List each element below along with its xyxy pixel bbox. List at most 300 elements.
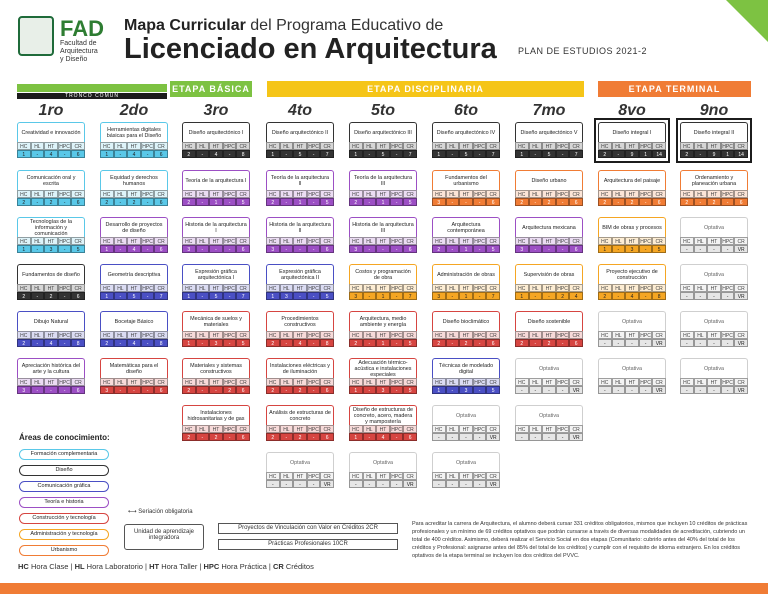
hours-header [100,331,168,339]
course-card[interactable] [100,217,168,254]
hours-header-cell: HL [612,331,626,339]
hours-value-cell: - [459,433,473,441]
hours-values [266,433,334,441]
hours-value-cell: - [529,150,543,158]
hours-value-cell: - [639,245,653,253]
hours-header-cell: HPC [59,144,70,150]
hours-value-cell: - [196,386,210,394]
course-card[interactable] [432,122,500,159]
course-card[interactable] [515,122,583,159]
hours-header-cell: HC [17,378,31,386]
hours-header-cell: HL [529,237,543,245]
hours-value-cell: - [390,150,404,158]
hours-value-cell: - [293,292,307,300]
hours-header-cell: HPC [391,286,402,292]
hours-value-cell: - [390,292,404,300]
hours-value-cell: 6 [403,245,417,253]
hours-header-cell: HT [209,284,223,292]
hours-header-cell: HPC [640,144,651,150]
page-title: Licenciado en Arquitectura [124,33,497,65]
course-card[interactable] [598,311,666,348]
hours-header-cell: HT [293,142,307,150]
hours-header-cell: HPC [308,239,319,245]
hours-header-cell: CR [71,378,85,386]
course-card[interactable] [100,170,168,207]
hours-header [598,237,666,245]
hours-value-cell: - [280,245,294,253]
hours-value-cell: 2 [556,292,570,300]
hours-header-cell: HL [196,284,210,292]
hours-header-cell: HC [100,142,114,150]
course-card[interactable] [349,264,417,301]
hours-value-cell: 6 [154,198,168,206]
hours-header-cell: HPC [640,286,651,292]
hours-header-cell: HPC [557,427,568,433]
hours-value-cell: - [625,386,639,394]
hours-header-cell: HT [44,331,58,339]
hours-value-cell: - [529,245,543,253]
hours-header-cell: HT [707,142,721,150]
hours-value-cell: - [529,386,543,394]
hours-values [17,245,85,253]
hours-header-cell: HPC [722,192,733,198]
hours-value-cell: 2 [598,150,612,158]
hours-header [432,237,500,245]
hours-value-cell: - [694,386,708,394]
hours-value-cell: 3 [100,386,114,394]
tronco-bar [17,84,167,92]
hours-value-cell: - [141,292,155,300]
hours-values [680,339,748,347]
course-name: Análisis de estructuras de concreto [266,405,334,425]
hours-header-cell: HPC [722,286,733,292]
hours-value-cell: - [223,198,237,206]
course-card[interactable] [515,311,583,348]
hours-value-cell: - [680,292,694,300]
hours-header-cell: HC [432,425,446,433]
hours-value-cell: - [114,339,128,347]
course-card[interactable] [182,358,250,395]
course-card[interactable] [266,452,334,489]
hours-header-cell: HT [707,378,721,386]
hours-value-cell: - [721,386,735,394]
hours-header-cell: CR [154,378,168,386]
hours-header [349,284,417,292]
hours-value-cell: 1 [17,150,31,158]
course-card[interactable] [349,122,417,159]
hours-header-cell: HC [266,472,280,480]
hours-header-cell: HC [100,284,114,292]
hours-header [432,142,500,150]
hours-header-cell: HC [17,284,31,292]
hours-header-cell: HPC [142,333,153,339]
course-card[interactable] [17,264,85,301]
hours-header-cell: HL [31,378,45,386]
hours-header-cell: HPC [224,239,235,245]
hours-value-cell: - [114,292,128,300]
hours-header-cell: HT [459,331,473,339]
hours-header-cell: CR [154,284,168,292]
hours-header-cell: HC [515,237,529,245]
hours-value-cell: - [363,433,377,441]
course-card[interactable] [182,170,250,207]
course-card[interactable] [266,311,334,348]
hours-header [17,378,85,386]
hours-header-cell: HPC [308,286,319,292]
hours-values [182,386,250,394]
course-name: Teoría de la arquitectura II [266,170,334,190]
hours-value-cell: 6 [320,433,334,441]
hours-header-cell: HL [446,331,460,339]
hours-value-cell: - [529,339,543,347]
hours-value-cell: - [196,198,210,206]
hours-header [349,472,417,480]
hours-value-cell: 2 [680,198,694,206]
legend-item: Teoría e historia [19,497,109,508]
hours-header-cell: HT [376,378,390,386]
hours-value-cell: 2 [182,198,196,206]
hours-header-cell: CR [320,237,334,245]
hours-header-cell: HPC [59,286,70,292]
hours-value-cell: - [473,198,487,206]
hours-header-cell: HPC [308,192,319,198]
hours-header-cell: HT [209,190,223,198]
hours-header-cell: HC [17,142,31,150]
hours-values [515,245,583,253]
course-card[interactable] [432,358,500,395]
hours-value-cell: - [721,339,735,347]
course-card[interactable] [432,170,500,207]
hours-header-cell: HL [114,190,128,198]
course-card[interactable] [432,311,500,348]
hours-header [349,378,417,386]
hours-header-cell: HL [280,472,294,480]
hours-value-cell: 2 [542,339,556,347]
hours-value-cell: 1 [182,339,196,347]
hours-header-cell: CR [403,284,417,292]
hours-header [17,237,85,245]
hours-value-cell: - [446,150,460,158]
hours-value-cell: - [307,198,321,206]
hours-value-cell: 1 [182,292,196,300]
hours-value-cell: - [141,198,155,206]
hours-header-cell: HL [196,331,210,339]
hours-value-cell: - [612,245,626,253]
hours-value-cell: - [446,480,460,488]
hours-header [598,378,666,386]
hours-header-cell: CR [236,237,250,245]
hours-value-cell: 5 [652,245,666,253]
course-card[interactable] [349,170,417,207]
hours-header-cell: HC [432,331,446,339]
footer-bar [0,583,768,594]
hours-header-cell: HL [196,190,210,198]
hours-value-cell: 2 [349,339,363,347]
hours-value-cell: - [307,150,321,158]
hours-header-cell: CR [71,142,85,150]
hours-header [680,190,748,198]
hours-value-cell: VR [734,339,748,347]
hours-header-cell: HPC [224,380,235,386]
hours-value-cell: - [612,292,626,300]
course-name: Creatividad e innovación [17,122,85,142]
course-card[interactable] [515,358,583,395]
hours-value-cell: - [473,386,487,394]
course-card[interactable] [100,122,168,159]
hours-value-cell: - [473,292,487,300]
course-card[interactable] [598,264,666,301]
hours-value-cell: 5 [71,245,85,253]
course-card[interactable] [349,217,417,254]
course-card[interactable] [515,170,583,207]
hours-header-cell: HL [363,331,377,339]
hours-values [515,198,583,206]
course-card[interactable] [432,405,500,442]
hours-header-cell: HC [515,190,529,198]
hours-value-cell: 6 [71,292,85,300]
hours-header [17,142,85,150]
hours-value-cell: 2 [100,339,114,347]
hours-header [598,142,666,150]
hours-value-cell: 6 [154,245,168,253]
hours-header-cell: HL [694,142,708,150]
hours-header [432,284,500,292]
university-crest-icon [18,16,54,56]
hours-value-cell: 8 [320,339,334,347]
hours-header [598,190,666,198]
hours-header-cell: HT [44,190,58,198]
course-card[interactable] [432,217,500,254]
course-card[interactable] [680,217,748,254]
hours-values [100,150,168,158]
hours-value-cell: 3 [432,292,446,300]
course-card[interactable] [598,170,666,207]
hours-header-cell: HT [707,190,721,198]
hours-value-cell: - [196,339,210,347]
course-card[interactable] [100,311,168,348]
hours-value-cell: 5 [403,339,417,347]
hours-value-cell: 5 [293,150,307,158]
hours-header [266,425,334,433]
hours-value-cell: - [196,433,210,441]
hours-value-cell: 3 [266,245,280,253]
hours-header-cell: HPC [557,333,568,339]
hours-header-cell: HT [293,237,307,245]
hours-value-cell: 2 [293,433,307,441]
course-name: Herramientas digitales básicas para el Diseño [100,122,168,142]
hours-header-cell: HT [44,237,58,245]
hours-value-cell: 1 [349,150,363,158]
hours-value-cell: - [694,292,708,300]
hours-value-cell: 8 [154,339,168,347]
hours-value-cell: - [141,150,155,158]
hours-value-cell: - [556,245,570,253]
hours-header-cell: HT [44,142,58,150]
course-name: Optativa [680,358,748,378]
course-name: Apreciación histórica del arte y la cultura [17,358,85,378]
course-card[interactable] [100,358,168,395]
hours-header-cell: HT [542,284,556,292]
hours-header-cell: CR [734,378,748,386]
hours-header-cell: HPC [474,144,485,150]
hours-header-cell: HL [31,284,45,292]
course-card[interactable] [680,358,748,395]
course-card[interactable] [266,170,334,207]
course-card[interactable] [515,217,583,254]
hours-value-cell: - [196,150,210,158]
hours-value-cell: 6 [236,245,250,253]
hours-header-cell: HL [694,331,708,339]
course-card[interactable] [680,170,748,207]
course-name: Comunicación oral y escrita [17,170,85,190]
course-card[interactable] [515,405,583,442]
hours-value-cell: 2 [223,386,237,394]
course-card[interactable] [266,122,334,159]
hours-header-cell: HC [515,378,529,386]
hours-value-cell: 3 [459,386,473,394]
hours-value-cell: 1 [459,245,473,253]
hours-value-cell: - [694,150,708,158]
course-card[interactable] [182,264,250,301]
hours-header [100,190,168,198]
hours-value-cell: - [529,433,543,441]
hours-header-cell: HC [349,472,363,480]
hours-values [266,339,334,347]
hours-header [680,331,748,339]
hours-header-cell: CR [320,190,334,198]
hours-header [266,378,334,386]
hours-header-cell: HL [363,142,377,150]
hours-header-cell: HT [127,190,141,198]
hours-values [17,339,85,347]
hours-header-cell: HC [515,425,529,433]
course-card[interactable] [182,217,250,254]
course-card[interactable] [182,311,250,348]
course-card[interactable] [182,405,250,442]
hours-header [432,190,500,198]
course-card[interactable] [100,264,168,301]
hours-value-cell: - [473,150,487,158]
course-card[interactable] [266,358,334,395]
course-card[interactable] [598,122,666,159]
hours-header [266,190,334,198]
course-card[interactable] [598,358,666,395]
course-card[interactable] [432,264,500,301]
hours-header-cell: HC [349,142,363,150]
hours-header-cell: CR [486,378,500,386]
legend-item: Construcción y tecnología [19,513,109,524]
semester-3: 3ro [203,102,229,119]
course-card[interactable] [266,405,334,442]
hours-values [17,386,85,394]
course-card[interactable] [349,452,417,489]
hours-header [266,284,334,292]
hours-header-cell: HL [196,237,210,245]
course-card[interactable] [17,311,85,348]
hours-value-cell: 4 [44,339,58,347]
course-card[interactable] [432,452,500,489]
course-name: Expresión gráfica arquitectónica I [182,264,250,284]
hours-values [598,245,666,253]
hours-header-cell: HT [459,472,473,480]
hours-values [432,150,500,158]
hours-value-cell: - [58,150,72,158]
course-card[interactable] [349,358,417,395]
course-name: Teoría de la arquitectura I [182,170,250,190]
hours-value-cell: 2 [432,245,446,253]
course-card[interactable] [17,170,85,207]
hours-header-cell: HT [376,472,390,480]
hours-header-cell: HC [182,331,196,339]
hours-value-cell: - [307,433,321,441]
hours-header-cell: HL [280,284,294,292]
hours-header-cell: CR [734,190,748,198]
course-name: Optativa [680,311,748,331]
course-card[interactable] [182,122,250,159]
hours-value-cell: 6 [734,198,748,206]
hours-header [17,190,85,198]
course-card[interactable] [349,405,417,442]
course-card[interactable] [680,122,748,159]
hours-header-cell: HPC [59,333,70,339]
course-card[interactable] [680,264,748,301]
hours-value-cell: 5 [542,150,556,158]
hours-header-cell: HL [280,331,294,339]
hours-value-cell: 1 [376,292,390,300]
course-card[interactable] [598,217,666,254]
hours-header-cell: HT [459,378,473,386]
hours-header-cell: CR [569,331,583,339]
hours-value-cell: 2 [17,198,31,206]
hours-header-cell: HPC [474,474,485,480]
hours-values [182,292,250,300]
hours-value-cell: - [376,245,390,253]
hours-value-cell: - [459,198,473,206]
hours-header-cell: HL [114,284,128,292]
hours-value-cell: 3 [349,292,363,300]
hours-value-cell: 2 [44,292,58,300]
course-card[interactable] [266,264,334,301]
hours-value-cell: 4 [569,292,583,300]
course-card[interactable] [17,217,85,254]
course-card[interactable] [349,311,417,348]
hours-header-cell: HC [266,331,280,339]
course-card[interactable] [17,358,85,395]
hours-values [100,386,168,394]
course-name: Fundamentos del urbanismo [432,170,500,190]
hours-value-cell: 2 [349,198,363,206]
hours-value-cell: - [363,480,377,488]
course-card[interactable] [515,264,583,301]
hours-header-cell: HPC [557,239,568,245]
hours-value-cell: - [293,245,307,253]
course-card[interactable] [680,311,748,348]
course-card[interactable] [17,122,85,159]
hours-header [515,378,583,386]
course-card[interactable] [266,217,334,254]
hours-header-cell: CR [734,284,748,292]
hours-header-cell: HL [446,425,460,433]
course-name: Historia de la arquitectura II [266,217,334,237]
hours-value-cell: - [31,386,45,394]
hours-value-cell: 6 [486,198,500,206]
hours-value-cell: - [390,245,404,253]
hours-header-cell: HPC [308,333,319,339]
hours-header [100,237,168,245]
hours-header [598,284,666,292]
semester-2: 2do [119,102,149,119]
hours-values [432,292,500,300]
